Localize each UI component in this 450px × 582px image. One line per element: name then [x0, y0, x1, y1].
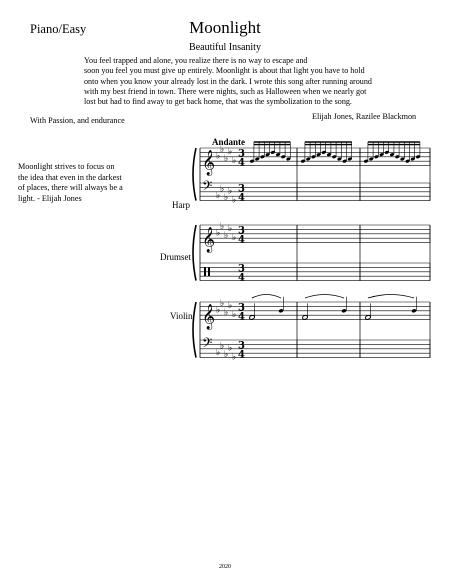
bass-clef: 𝄢 [202, 335, 213, 354]
system-brace [193, 302, 196, 358]
subtitle: Beautiful Insanity [189, 42, 261, 53]
difficulty-label: Piano/Easy [30, 22, 87, 36]
side-note-line: Moonlight strives to focus on [18, 162, 115, 171]
flat-accidental: ♭ [220, 145, 225, 155]
flat-accidental: ♭ [224, 153, 229, 164]
slur [305, 295, 344, 299]
side-note-line: the idea that even in the darkest [18, 172, 122, 182]
time-signature-top: 3 [238, 148, 245, 160]
flat-accidental: ♭ [216, 191, 221, 201]
quarter-note [278, 308, 284, 313]
slur [252, 295, 281, 299]
time-signature-bottom: 4 [238, 157, 245, 169]
flat-accidental: ♭ [224, 350, 229, 361]
page-title: Moonlight [189, 18, 261, 37]
flat-accidental: ♭ [224, 230, 229, 241]
time-signature-top: 3 [238, 302, 245, 314]
time-signature-bottom: 4 [238, 272, 245, 284]
description-line: onto when you know your already lost in the dark. I wrote this song after running around [84, 76, 372, 86]
flat-accidental: ♭ [220, 299, 225, 309]
flat-accidental: ♭ [232, 156, 237, 166]
description-line: with my best friend in town. There were nights, such as Halloween when we nearly got [84, 86, 367, 96]
flat-accidental: ♭ [228, 301, 233, 312]
description-line: You feel trapped and alone, you realize there is no way to escape and [84, 56, 308, 65]
flat-accidental: ♭ [224, 307, 229, 318]
flat-accidental: ♭ [220, 222, 225, 232]
side-note-line: of places, there will always be a [18, 183, 123, 193]
time-signature-top: 3 [238, 225, 245, 237]
flat-accidental: ♭ [216, 228, 221, 239]
half-note [365, 315, 371, 320]
time-signature-bottom: 4 [238, 234, 245, 246]
half-note [302, 315, 308, 320]
composer-credit: Elijah Jones, Razilee Blackmon [312, 112, 417, 121]
flat-accidental: ♭ [232, 233, 237, 243]
quarter-note [411, 308, 417, 313]
instrument-label-violin: Violin [170, 311, 193, 321]
flat-accidental: ♭ [228, 343, 233, 354]
treble-clef: 𝄞 [202, 304, 216, 330]
flat-accidental: ♭ [216, 151, 221, 162]
flat-accidental: ♭ [216, 305, 221, 316]
time-signature-top: 3 [238, 183, 245, 195]
half-note [249, 315, 255, 320]
system-brace [193, 148, 196, 201]
instrument-label-harp: Harp [172, 200, 190, 210]
flat-accidental: ♭ [228, 147, 233, 158]
tempo-marking: Andante [212, 137, 246, 147]
flat-accidental: ♭ [228, 224, 233, 235]
time-signature-bottom: 4 [238, 192, 245, 204]
time-signature-top: 3 [238, 340, 245, 352]
time-signature-bottom: 4 [238, 349, 245, 361]
side-note-line: light. - Elijah Jones [18, 193, 82, 203]
treble-clef: 𝄞 [202, 227, 216, 253]
time-signature-bottom: 4 [238, 311, 245, 323]
system-brace [193, 225, 196, 281]
flat-accidental: ♭ [216, 348, 221, 358]
description-line: soon you feel you must give up entirely. Moonlight is about that light you have to hold [84, 66, 365, 76]
flat-accidental: ♭ [220, 184, 225, 195]
flat-accidental: ♭ [228, 186, 233, 197]
flat-accidental: ♭ [232, 310, 237, 320]
quarter-note [341, 308, 347, 313]
footer-year: 2020 [219, 564, 231, 570]
flat-accidental: ♭ [232, 195, 237, 206]
instrument-label-drumset: Drumset [160, 252, 191, 262]
percussion-clef [208, 267, 210, 276]
flat-accidental: ♭ [224, 193, 229, 204]
flat-accidental: ♭ [232, 352, 237, 363]
percussion-clef [204, 267, 206, 276]
slur [368, 295, 414, 299]
performance-note: With Passion, and endurance [30, 116, 125, 125]
description-line: lost but had to find away to get back home, that was the symbolization to the song. [84, 97, 352, 107]
flat-accidental: ♭ [220, 341, 225, 352]
time-signature-top: 3 [238, 263, 245, 275]
bass-clef: 𝄢 [202, 178, 213, 197]
treble-clef: 𝄞 [202, 150, 216, 176]
